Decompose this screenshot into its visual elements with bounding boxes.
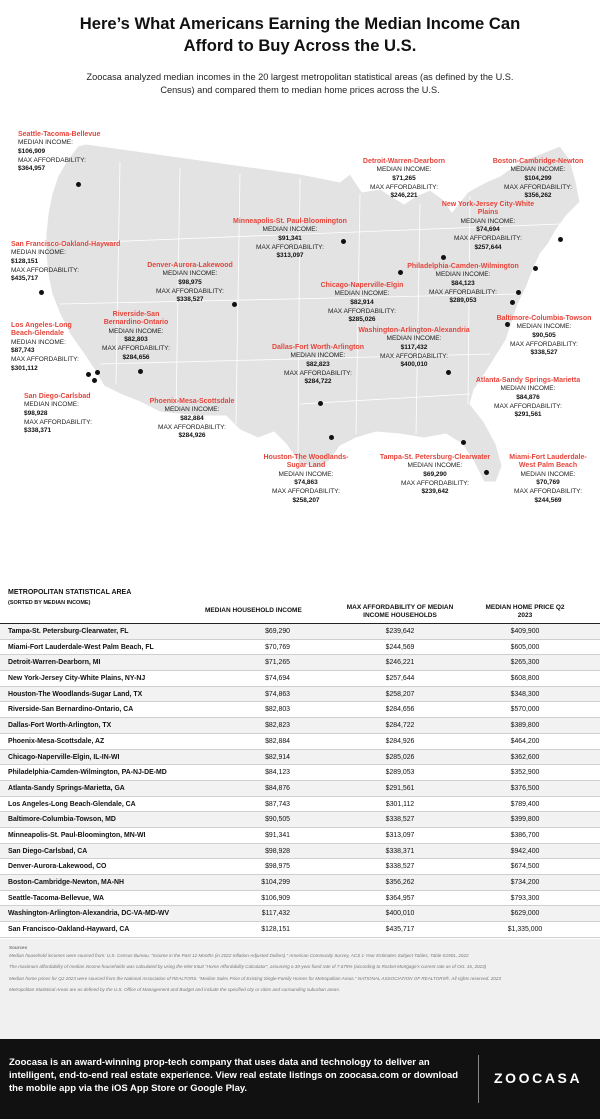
sources-heading: Sources — [9, 945, 28, 950]
us-map — [0, 104, 600, 575]
table-row: San Francisco-Oakland-Hayward, CA $128,151 $435,717 $1,335,000 — [0, 922, 600, 938]
map-dot-san-francisco — [39, 290, 44, 295]
map-dot-tampa — [461, 440, 466, 445]
table-row: Washington-Arlington-Alexandria, DC-VA-MD-WV $117,432 $400,010 $629,000 — [0, 906, 600, 922]
header-price: MEDIAN HOME PRICE Q2 2023 — [485, 604, 565, 619]
table-row: Denver-Aurora-Lakewood, CO $98,975 $338,527 $674,500 — [0, 859, 600, 875]
table-header — [0, 578, 600, 624]
city-label: Miami-Fort Lauderdale-West Palm Beach MEDIAN INCOME: $70,769 MAX AFFORDABILITY: $244,569 — [509, 454, 587, 504]
header — [0, 0, 600, 104]
city-label: Atlanta-Sandy Springs-Marietta MEDIAN INCOME: $84,876 MAX AFFORDABILITY: $291,561 — [475, 377, 581, 419]
map-dot-seattle — [76, 182, 81, 187]
city-label: Dallas-Fort Worth-Arlington MEDIAN INCOME: $82,823 MAX AFFORDABILITY: $284,722 — [271, 344, 365, 386]
source-note: The maximum affordability of median income households was calculated by using the Mint Intuit “Home Affordability Calculator”, assuming a 30-year fixed rate of 7.675% (according to Rocket Mortgage’s current rate as of Oct. 16, 2023) — [9, 964, 487, 969]
table-row: Atlanta-Sandy Springs-Marietta, GA $84,876 $291,561 $376,500 — [0, 781, 600, 797]
table-row: Minneapolis-St. Paul-Bloomington, MN-WI $91,341 $313,097 $386,700 — [0, 828, 600, 844]
city-label: Minneapolis-St. Paul-Bloomington MEDIAN INCOME: $91,341 MAX AFFORDABILITY: $313,097 — [233, 218, 347, 260]
footer-text: Zoocasa is an award-winning prop-tech company that uses data and technology to deliver an intelligent, end-to-end real estate experience. View real estate listings on zoocasa.com or download the mobile app via the iOS App Store or Google Play. — [9, 1057, 459, 1094]
map-dot-new-york — [533, 266, 538, 271]
city-label: Seattle-Tacoma-Bellevue MEDIAN INCOME: $106,909 MAX AFFORDABILITY: $364,957 — [18, 131, 101, 173]
table-row: Seattle-Tacoma-Bellevue, WA $106,909 $364,957 $793,300 — [0, 891, 600, 907]
table-row: Miami-Fort Lauderdale-West Palm Beach, FL $70,769 $244,569 $605,000 — [0, 640, 600, 656]
map-dot-detroit — [441, 255, 446, 260]
table-row: Riverside-San Bernardino-Ontario, CA $82,803 $284,656 $570,000 — [0, 702, 600, 718]
map-dot-houston — [329, 435, 334, 440]
map-dot-san-diego — [92, 378, 97, 383]
page-title: Here’s What Americans Earning the Median Income Can Afford to Buy Across the U.S. — [79, 14, 521, 55]
city-label: Los Angeles-Long Beach-Glendale MEDIAN INCOME: $87,743 MAX AFFORDABILITY: $301,112 — [11, 322, 79, 372]
city-label: Detroit-Warren-Dearborn MEDIAN INCOME: $71,265 MAX AFFORDABILITY: $246,221 — [362, 158, 446, 200]
table-row: Boston-Cambridge-Newton, MA-NH $104,299 $356,262 $734,200 — [0, 875, 600, 891]
city-label: Baltimore-Columbia-Towson MEDIAN INCOME: $90,505 MAX AFFORDABILITY: $338,527 — [496, 315, 592, 357]
footer-divider — [478, 1055, 479, 1103]
table-row: Chicago-Naperville-Elgin, IL-IN-WI $82,914 $285,026 $362,600 — [0, 750, 600, 766]
city-label: Philadelphia-Camden-Wilmington MEDIAN INCOME: $84,123 MAX AFFORDABILITY: $289,053 — [407, 263, 519, 305]
table-row: Detroit-Warren-Dearborn, MI $71,265 $246,221 $265,300 — [0, 655, 600, 671]
source-note: Metropolitan Statistical Areas are as defined by the U.S. Office of Management and Budget and include the specified city or cities and surrounding suburban areas. — [9, 987, 341, 992]
city-label: Tampa-St. Petersburg-Clearwater MEDIAN INCOME: $69,290 MAX AFFORDABILITY: $239,642 — [379, 454, 491, 496]
city-label: New York-Jersey City-White Plains MEDIAN INCOME: $74,694 MAX AFFORDABILITY: $257,644 — [441, 201, 535, 251]
table-row: Baltimore-Columbia-Towson, MD $90,505 $338,527 $399,800 — [0, 812, 600, 828]
city-label: Chicago-Naperville-Elgin MEDIAN INCOME: $82,914 MAX AFFORDABILITY: $285,026 — [320, 282, 404, 324]
data-table — [0, 578, 600, 939]
city-label: San Francisco-Oakland-Hayward MEDIAN INCOME: $128,151 MAX AFFORDABILITY: $435,717 — [11, 241, 121, 283]
map-dot-dallas — [318, 401, 323, 406]
table-row: Los Angeles-Long Beach-Glendale, CA $87,743 $301,112 $789,400 — [0, 797, 600, 813]
map-dot-phoenix — [138, 369, 143, 374]
city-label: Washington-Arlington-Alexandria MEDIAN INCOME: $117,432 MAX AFFORDABILITY: $400,010 — [358, 327, 470, 369]
source-note: Median home prices for Q2 2023 were sourced from the National Association of REALTORS. “Median Sales Price of Existing Single-Family Homes for Metropolitan Areas.” NATIONAL ASSOCIATION OF REALTORS®. All rights reserved. 2023 — [9, 975, 501, 981]
city-label: Riverside-San Bernardino-Ontario MEDIAN INCOME: $82,803 MAX AFFORDABILITY: $284,656 — [102, 311, 170, 361]
table-row: Dallas-Fort Worth-Arlington, TX $82,823 $284,722 $389,800 — [0, 718, 600, 734]
table-row: Phoenix-Mesa-Scottsdale, AZ $82,884 $284,926 $464,200 — [0, 734, 600, 750]
table-row: Houston-The Woodlands-Sugar Land, TX $74,863 $258,207 $348,300 — [0, 687, 600, 703]
map-dot-atlanta — [446, 370, 451, 375]
table-row: New York-Jersey City-White Plains, NY-NJ $74,694 $257,644 $608,800 — [0, 671, 600, 687]
table-row: Tampa-St. Petersburg-Clearwater, FL $69,290 $239,642 $409,900 — [0, 624, 600, 640]
city-label: San Diego-Carlsbad MEDIAN INCOME: $98,928 MAX AFFORDABILITY: $338,371 — [24, 393, 92, 435]
table-body — [0, 624, 600, 938]
table-row: San Diego-Carlsbad, CA $98,928 $338,371 $942,400 — [0, 844, 600, 860]
header-income: MEDIAN HOUSEHOLD INCOME — [205, 607, 302, 614]
map-dot-boston — [558, 237, 563, 242]
source-note: Median household incomes were sourced from: U.S. Census Bureau. “Income in the Past 12 Months (in 2022 Inflation-Adjusted Dollars).” American Community Survey, ACS 1-Year Estimates Subject Tables, Table S1901, 2022 — [9, 952, 469, 958]
city-label: Houston-The Woodlands-Sugar Land MEDIAN INCOME: $74,863 MAX AFFORDABILITY: $258,207 — [263, 454, 349, 504]
sources-section — [0, 939, 600, 1039]
city-label: Denver-Aurora-Lakewood MEDIAN INCOME: $98,975 MAX AFFORDABILITY: $338,527 — [147, 262, 233, 304]
header-afford: MAX AFFORDABILITY OF MEDIAN INCOME HOUSEHOLDS — [346, 604, 454, 619]
header-metro: METROPOLITAN STATISTICAL AREA (SORTED BY MEDIAN INCOME) — [8, 589, 132, 607]
city-label: Boston-Cambridge-Newton MEDIAN INCOME: $104,299 MAX AFFORDABILITY: $356,262 — [492, 158, 584, 200]
page-subtitle: Zoocasa analyzed median incomes in the 20 largest metropolitan statistical areas (as defined by the U.S. Census) and compared them to median home prices across the U.S. — [86, 72, 514, 95]
table-row: Philadelphia-Camden-Wilmington, PA-NJ-DE-MD $84,123 $289,053 $352,900 — [0, 765, 600, 781]
map-dot-riverside — [95, 370, 100, 375]
footer — [0, 1039, 600, 1119]
zoocasa-logo[interactable]: ZOOCASA — [494, 1070, 583, 1086]
city-label: Phoenix-Mesa-Scottsdale MEDIAN INCOME: $82,884 MAX AFFORDABILITY: $284,926 — [149, 398, 235, 440]
